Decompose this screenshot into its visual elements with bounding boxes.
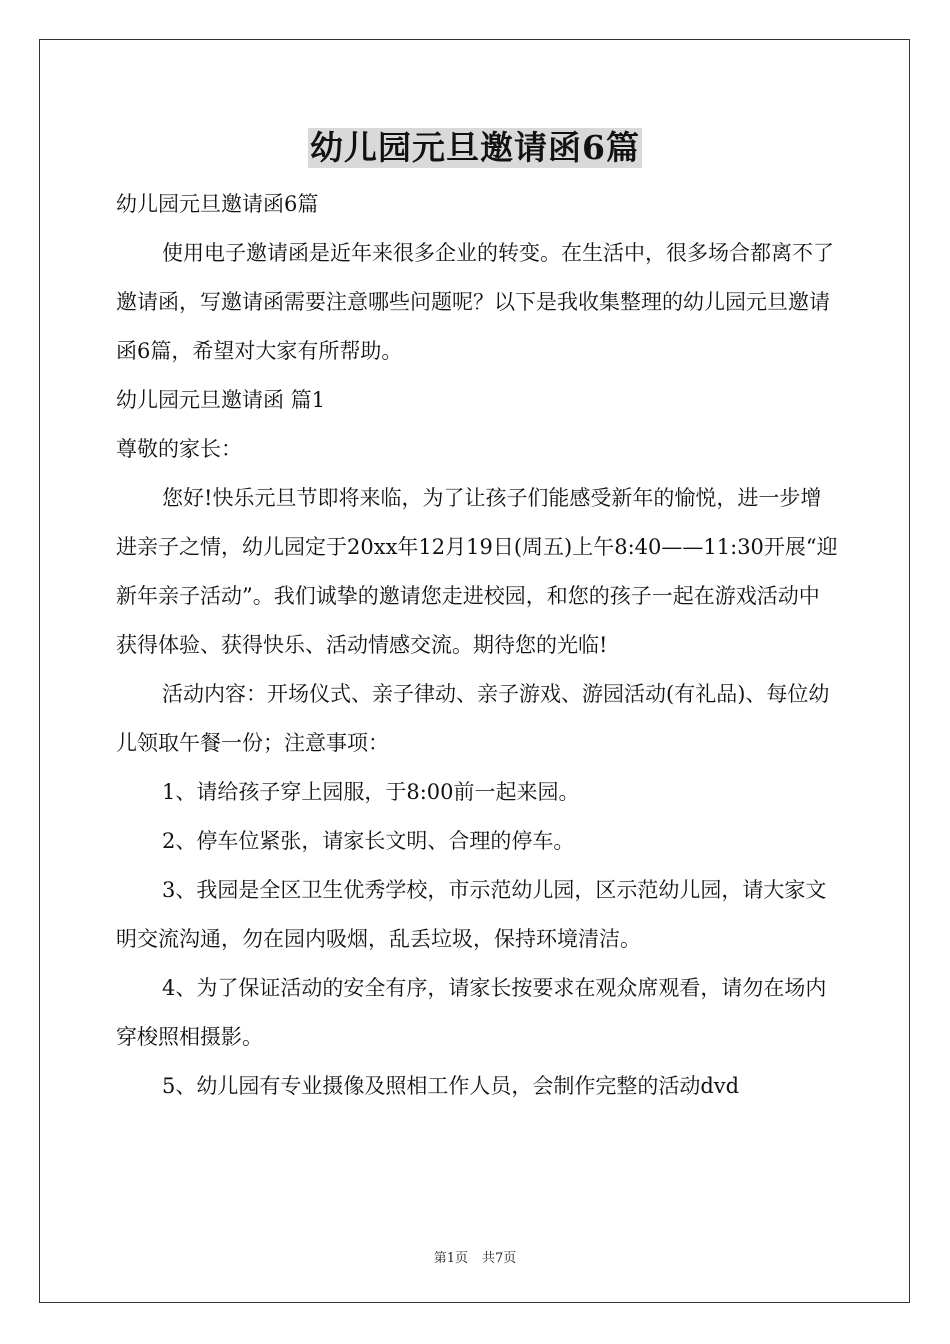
title-container: [0, 128, 950, 168]
note-item-4: 4、为了保证活动的安全有序，请家长按要求在观众席观看，请勿在场内穿梭照相摄影。: [116, 976, 827, 1049]
note-item-5: 5、幼儿园有专业摄像及照相工作人员，会制作完整的活动dvd: [162, 1074, 740, 1098]
document-subtitle: 幼儿园元旦邀请函6篇: [116, 192, 319, 216]
note-item-3: 3、我园是全区卫生优秀学校，市示范幼儿园，区示范幼儿园，请大家文明交流沟通，勿在园内吸烟，乱丢垃圾，保持环境清洁。: [116, 878, 827, 951]
page-footer: [0, 1247, 950, 1266]
activity-content-paragraph: 活动内容：开场仪式、亲子律动、亲子游戏、游园活动(有礼品)、每位幼儿领取午餐一份；注意事项：: [116, 682, 830, 755]
salutation: 尊敬的家长：: [116, 437, 242, 461]
document-body: [116, 180, 840, 1111]
page-number-current: 第1页: [433, 1251, 468, 1266]
page-number-total: 共7页: [482, 1251, 517, 1266]
body-paragraph: 您好!快乐元旦节即将来临，为了让孩子们能感受新年的愉悦，进一步增进亲子之情，幼儿园定于20xx年12月19日(周五)上午8:40——11:30开展“迎新年亲子活动”。我们诚挚的邀请您走进校园，和您的孩子一起在游戏活动中获得体验、获得快乐、活动情感交流。期待您的光临!: [116, 486, 838, 657]
document-title: 幼儿园元旦邀请函6篇: [310, 128, 640, 167]
note-item-1: 1、请给孩子穿上园服，于8:00前一起来园。: [162, 780, 580, 804]
intro-paragraph: 使用电子邀请函是近年来很多企业的转变。在生活中，很多场合都离不了邀请函，写邀请函需要注意哪些问题呢？以下是我收集整理的幼儿园元旦邀请函6篇，希望对大家有所帮助。: [116, 241, 834, 363]
note-item-2: 2、停车位紧张，请家长文明、合理的停车。: [162, 829, 575, 853]
section-heading: 幼儿园元旦邀请函 篇1: [116, 388, 326, 412]
